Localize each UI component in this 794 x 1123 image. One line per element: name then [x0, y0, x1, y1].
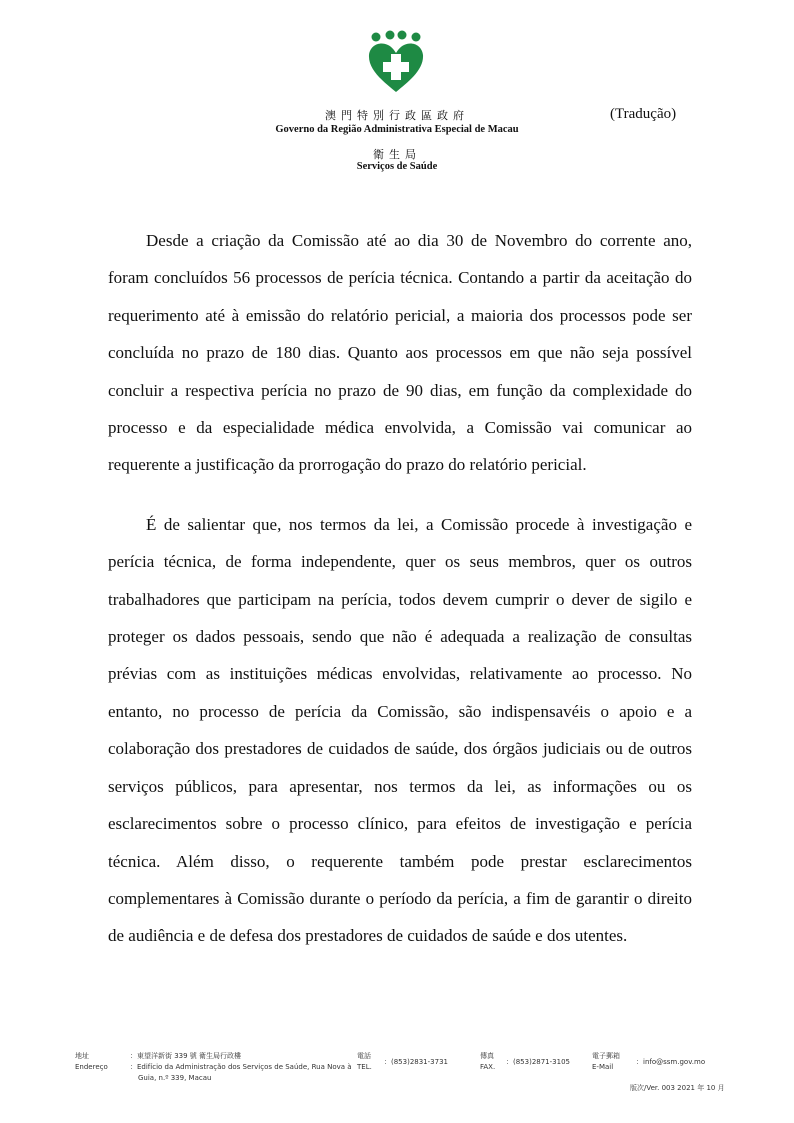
email-value: ：info@ssm.gov.mo	[636, 1058, 706, 1066]
tel-label: 電話 TEL.	[357, 1052, 372, 1071]
health-bureau-logo-icon	[366, 30, 426, 94]
fax-value: ：(853)2871-3105	[506, 1058, 570, 1066]
department-name-portuguese: Serviços de Saúde	[356, 161, 438, 172]
email-label: 電子郵箱 E-Mail	[592, 1052, 620, 1071]
government-name-chinese: 澳門特別行政區政府	[325, 109, 469, 122]
tel-value: ：(853)2831-3731	[384, 1058, 448, 1066]
address-label: 地址 Endereço	[75, 1052, 108, 1071]
government-name-portuguese: Governo da Região Administrativa Especial de Macau	[275, 124, 519, 135]
document-body	[108, 222, 692, 977]
version-label: 版次/Ver. 003 2021 年 10 月	[630, 1084, 725, 1092]
address-value: ：東望洋新街 339 號 衛生局行政樓 ：Edifício da Administração dos Serviços de Saúde, Rua Nova à Guia, n.º 339, Macau	[130, 1052, 352, 1082]
body-paragraph: Desde a criação da Comissão até ao dia 30 de Novembro do corrente ano, foram concluídos 56 processos de perícia técnica. Contando a partir da aceitação do requerimento até à emissão do relatório pericial, a maioria dos processos pode ser concluída no prazo de 180 dias. Quanto aos processos em que não seja possível concluir a respectiva perícia no prazo de 90 dias, em função da complexidade do processo e da especialidade médica envolvida, a Comissão vai comunicar ao requerente a justificação da prorrogação do prazo do relatório pericial.	[108, 231, 692, 475]
body-paragraph: É de salientar que, nos termos da lei, a Comissão procede à investigação e perícia técnica, de forma independente, quer os seus membros, quer os outros trabalhadores que participam na perícia, todos devem cumprir o dever de sigilo e proteger os dados pessoais, sendo que não é adequada a realização de consultas prévias com as instituições médicas envolvidas, relativamente ao processo. No entanto, no processo de perícia da Comissão, são indispensavéis o apoio e a colaboração dos prestadores de cuidados de saúde, dos órgãos judiciais ou de outros serviços públicos, para apresentar, nos termos da lei, as informações ou os esclarecimentos sobre o processo clínico, para efeitos de investigação e perícia técnica. Além disso, o requerente também pode prestar esclarecimentos complementares à Comissão durante o período da perícia, a fim de garantir o direito de audiência e de defesa dos prestadores de cuidados de saúde e dos utentes.	[108, 514, 692, 946]
department-name-chinese: 衛生局	[373, 148, 421, 161]
translation-mark: (Tradução)	[610, 106, 677, 122]
fax-label: 傳真 FAX.	[480, 1052, 496, 1071]
